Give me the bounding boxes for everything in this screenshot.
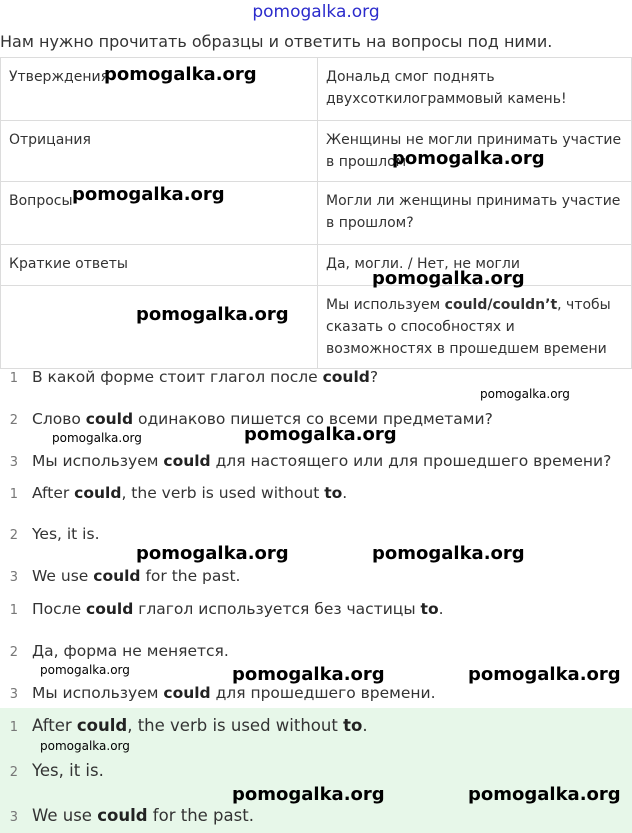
table-row [1,286,632,369]
text: Yes, it is. [32,525,100,543]
text: Мы используем [32,452,164,470]
question-number: 3 [9,455,18,470]
watermark: pomogalka.org [392,148,545,169]
table-cell-left: Утверждения [1,58,318,121]
table-cell-right: Женщины не могли принимать участие в прошлом [318,121,632,182]
answer-number: 3 [9,810,18,825]
watermark: pomogalka.org [468,784,621,805]
answer-number: 3 [9,687,18,702]
table-cell-right: Да, могли. / Нет, не могли [318,245,632,286]
text: We use [32,806,98,825]
answer-item [0,597,632,621]
watermark: pomogalka.org [480,387,570,401]
question-number: 2 [9,413,18,428]
question-number: 1 [9,371,18,386]
cell-bold: could/couldn’t [444,297,558,313]
text: В какой форме стоит глагол после [32,368,323,386]
text: for the past. [140,567,241,585]
bold-text: could [86,600,134,618]
site-watermark: pomogalka.org [252,2,380,22]
cell-text: Мы используем [326,297,445,313]
watermark: pomogalka.org [136,543,289,564]
text: Слово [32,410,86,428]
answer-item [0,564,632,588]
bold-text: to [343,716,363,735]
answer-number: 2 [9,645,18,660]
answer-number: 1 [9,720,18,735]
answer-number: 2 [9,765,18,780]
bold-text: could [163,684,211,702]
grammar-table [0,57,632,369]
text: для прошедшего времени. [210,684,436,702]
bold-text: could [85,410,134,428]
watermark: pomogalka.org [40,739,130,753]
bold-text: to [420,600,439,618]
final-answer-item [0,804,632,828]
bold-text: could [322,368,370,386]
text: глагол используется без частицы [133,600,421,618]
answer-number: 2 [9,528,18,543]
answer-number: 1 [9,487,18,502]
table-cell-left [1,286,318,369]
table-row [1,58,632,121]
bold-text: to [324,484,343,502]
text: After [32,484,75,502]
table-cell-left: Краткие ответы [1,245,318,286]
question-item [0,449,632,473]
watermark: pomogalka.org [52,431,142,445]
text: Да, форма не меняется. [32,642,229,660]
bold-text: could [93,567,141,585]
table-cell-right [318,286,632,369]
table-row [1,245,632,286]
text: for the past. [147,806,254,825]
cell-text: , чтобы сказать о способностях и возможностях в прошедшем времени [326,297,611,357]
final-answer-item [0,759,632,783]
answer-item [0,522,632,546]
watermark: pomogalka.org [136,304,289,325]
text: , the verb is used without [127,716,344,735]
answer-number: 1 [9,603,18,618]
text: После [32,600,87,618]
bold-text: could [76,716,128,735]
table-cell-right: Дональд смог поднять двухсоткилограммовый камень! [318,58,632,121]
final-answer-item [0,714,632,738]
watermark: pomogalka.org [232,784,385,805]
answer-number: 3 [9,570,18,585]
text: одинаково пишется со всеми предметами? [133,410,493,428]
bold-text: could [74,484,122,502]
bold-text: could [97,806,148,825]
watermark: pomogalka.org [104,64,257,85]
answer-item [0,639,632,663]
watermark: pomogalka.org [244,424,397,445]
watermark: pomogalka.org [372,543,525,564]
text: для настоящего или для прошедшего времени? [210,452,612,470]
text: . [438,600,444,618]
text: . [362,716,368,735]
text: After [32,716,77,735]
watermark: pomogalka.org [232,664,385,685]
watermark: pomogalka.org [372,268,525,289]
watermark: pomogalka.org [72,184,225,205]
text: Yes, it is. [32,761,104,780]
text: We use [32,567,94,585]
table-cell-right: Могли ли женщины принимать участие в прошлом? [318,182,632,245]
text: . [342,484,348,502]
question-item [0,365,632,389]
answer-item [0,481,632,505]
table-cell-left: Вопросы [1,182,318,245]
intro-text: Нам нужно прочитать образцы и ответить на вопросы под ними. [0,32,553,51]
bold-text: could [163,452,211,470]
table-cell-left: Отрицания [1,121,318,182]
text: , the verb is used without [121,484,325,502]
text: Мы используем [32,684,164,702]
text: ? [369,368,379,386]
watermark: pomogalka.org [468,664,621,685]
watermark: pomogalka.org [40,663,130,677]
